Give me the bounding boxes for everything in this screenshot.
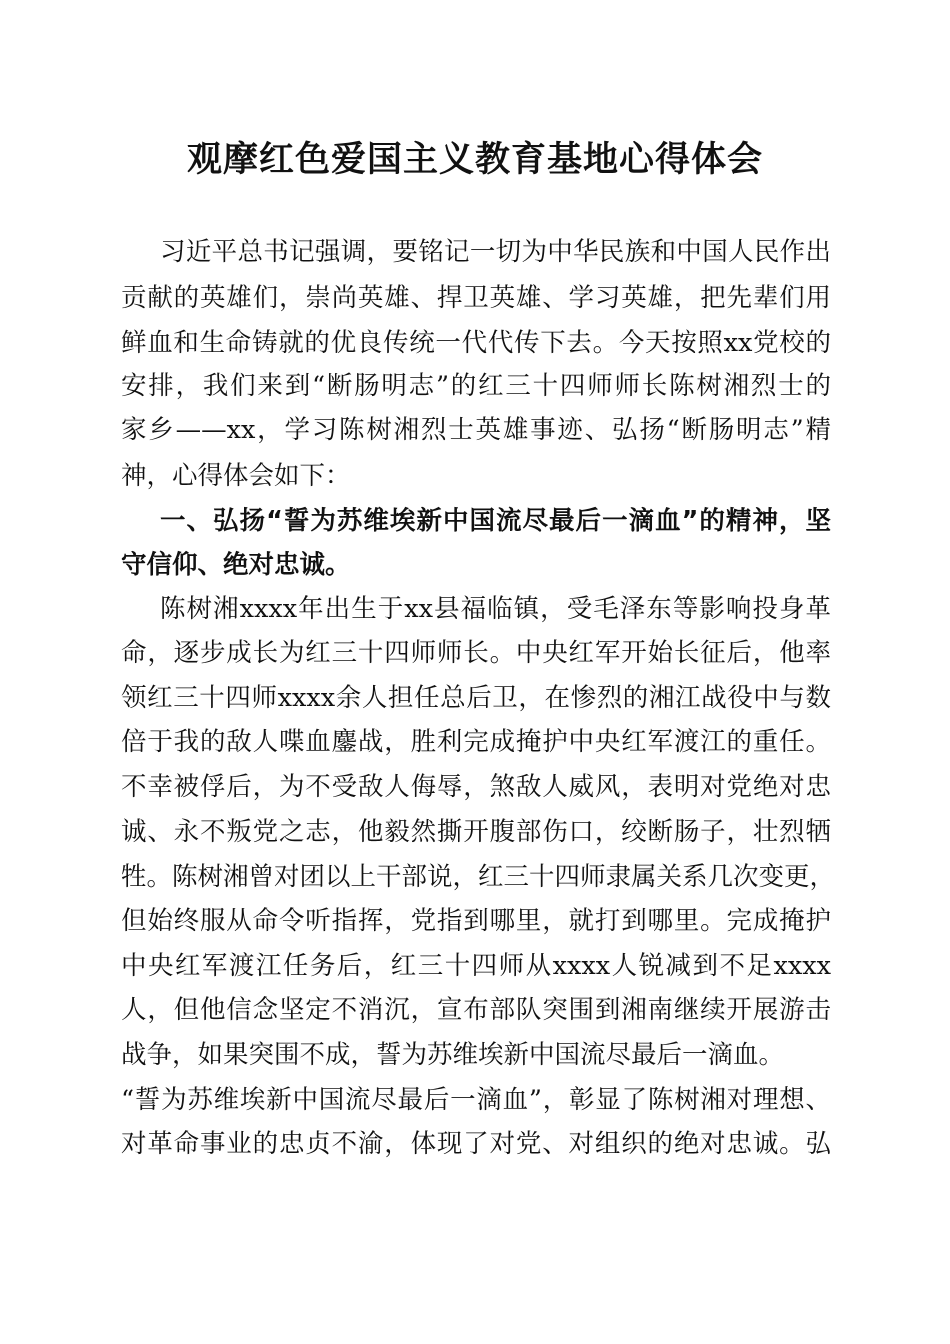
- paragraph-line: 诚、永不叛党之志，他毅然撕开腹部伤口，绞断肠子，壮烈牺: [121, 817, 831, 847]
- paragraph-line: 不幸被俘后，为不受敌人侮辱，煞敌人威风，表明对党绝对忠: [121, 772, 831, 802]
- paragraph-line: 战争，如果突围不成，誓为苏维埃新中国流尽最后一滴血。: [121, 1040, 785, 1070]
- paragraph-line: 领红三十四师xxxx余人担任总后卫，在惨烈的湘江战役中与数: [121, 683, 831, 713]
- paragraph-line: 牲。陈树湘曾对团以上干部说，红三十四师隶属关系几次变更，: [121, 862, 836, 892]
- paragraph-line: 贡献的英雄们，崇尚英雄、捍卫英雄、学习英雄，把先辈们用: [121, 283, 831, 313]
- paragraph-line: 习近平总书记强调，要铭记一切为中华民族和中国人民作出: [160, 237, 831, 267]
- paragraph-line: 神，心得体会如下：: [121, 461, 351, 491]
- paragraph-line: 安排，我们来到“断肠明志”的红三十四师师长陈树湘烈士的: [121, 371, 831, 401]
- paragraph-line: 中央红军渡江任务后，红三十四师从xxxx人锐减到不足xxxx: [121, 951, 831, 981]
- paragraph-line: 鲜血和生命铸就的优良传统一代代传下去。今天按照xx党校的: [121, 328, 831, 358]
- paragraph-line: 人，但他信念坚定不消沉，宣布部队突围到湘南继续开展游击: [121, 995, 831, 1025]
- paragraph-line: 家乡——xx，学习陈树湘烈士英雄事迹、弘扬“断肠明志”精: [121, 415, 831, 445]
- paragraph-line: 对革命事业的忠贞不渝，体现了对党、对组织的绝对忠诚。弘: [121, 1129, 831, 1159]
- section-heading: 守信仰、绝对忠诚。: [121, 550, 351, 580]
- paragraph-line: 但始终服从命令听指挥，党指到哪里，就打到哪里。完成掩护: [121, 906, 831, 936]
- paragraph-line: 倍于我的敌人喋血鏖战，胜利完成掩护中央红军渡江的重任。: [121, 727, 831, 757]
- paragraph-line: “誓为苏维埃新中国流尽最后一滴血”，彰显了陈树湘对理想、: [121, 1085, 831, 1115]
- document-title: 观摩红色爱国主义教育基地心得体会: [186, 139, 763, 180]
- paragraph-line: 命，逐步成长为红三十四师师长。中央红军开始长征后，他率: [121, 638, 831, 668]
- paragraph-line: 陈树湘xxxx年出生于xx县福临镇，受毛泽东等影响投身革: [160, 594, 831, 624]
- section-heading: 一、弘扬“誓为苏维埃新中国流尽最后一滴血”的精神，坚: [160, 506, 831, 536]
